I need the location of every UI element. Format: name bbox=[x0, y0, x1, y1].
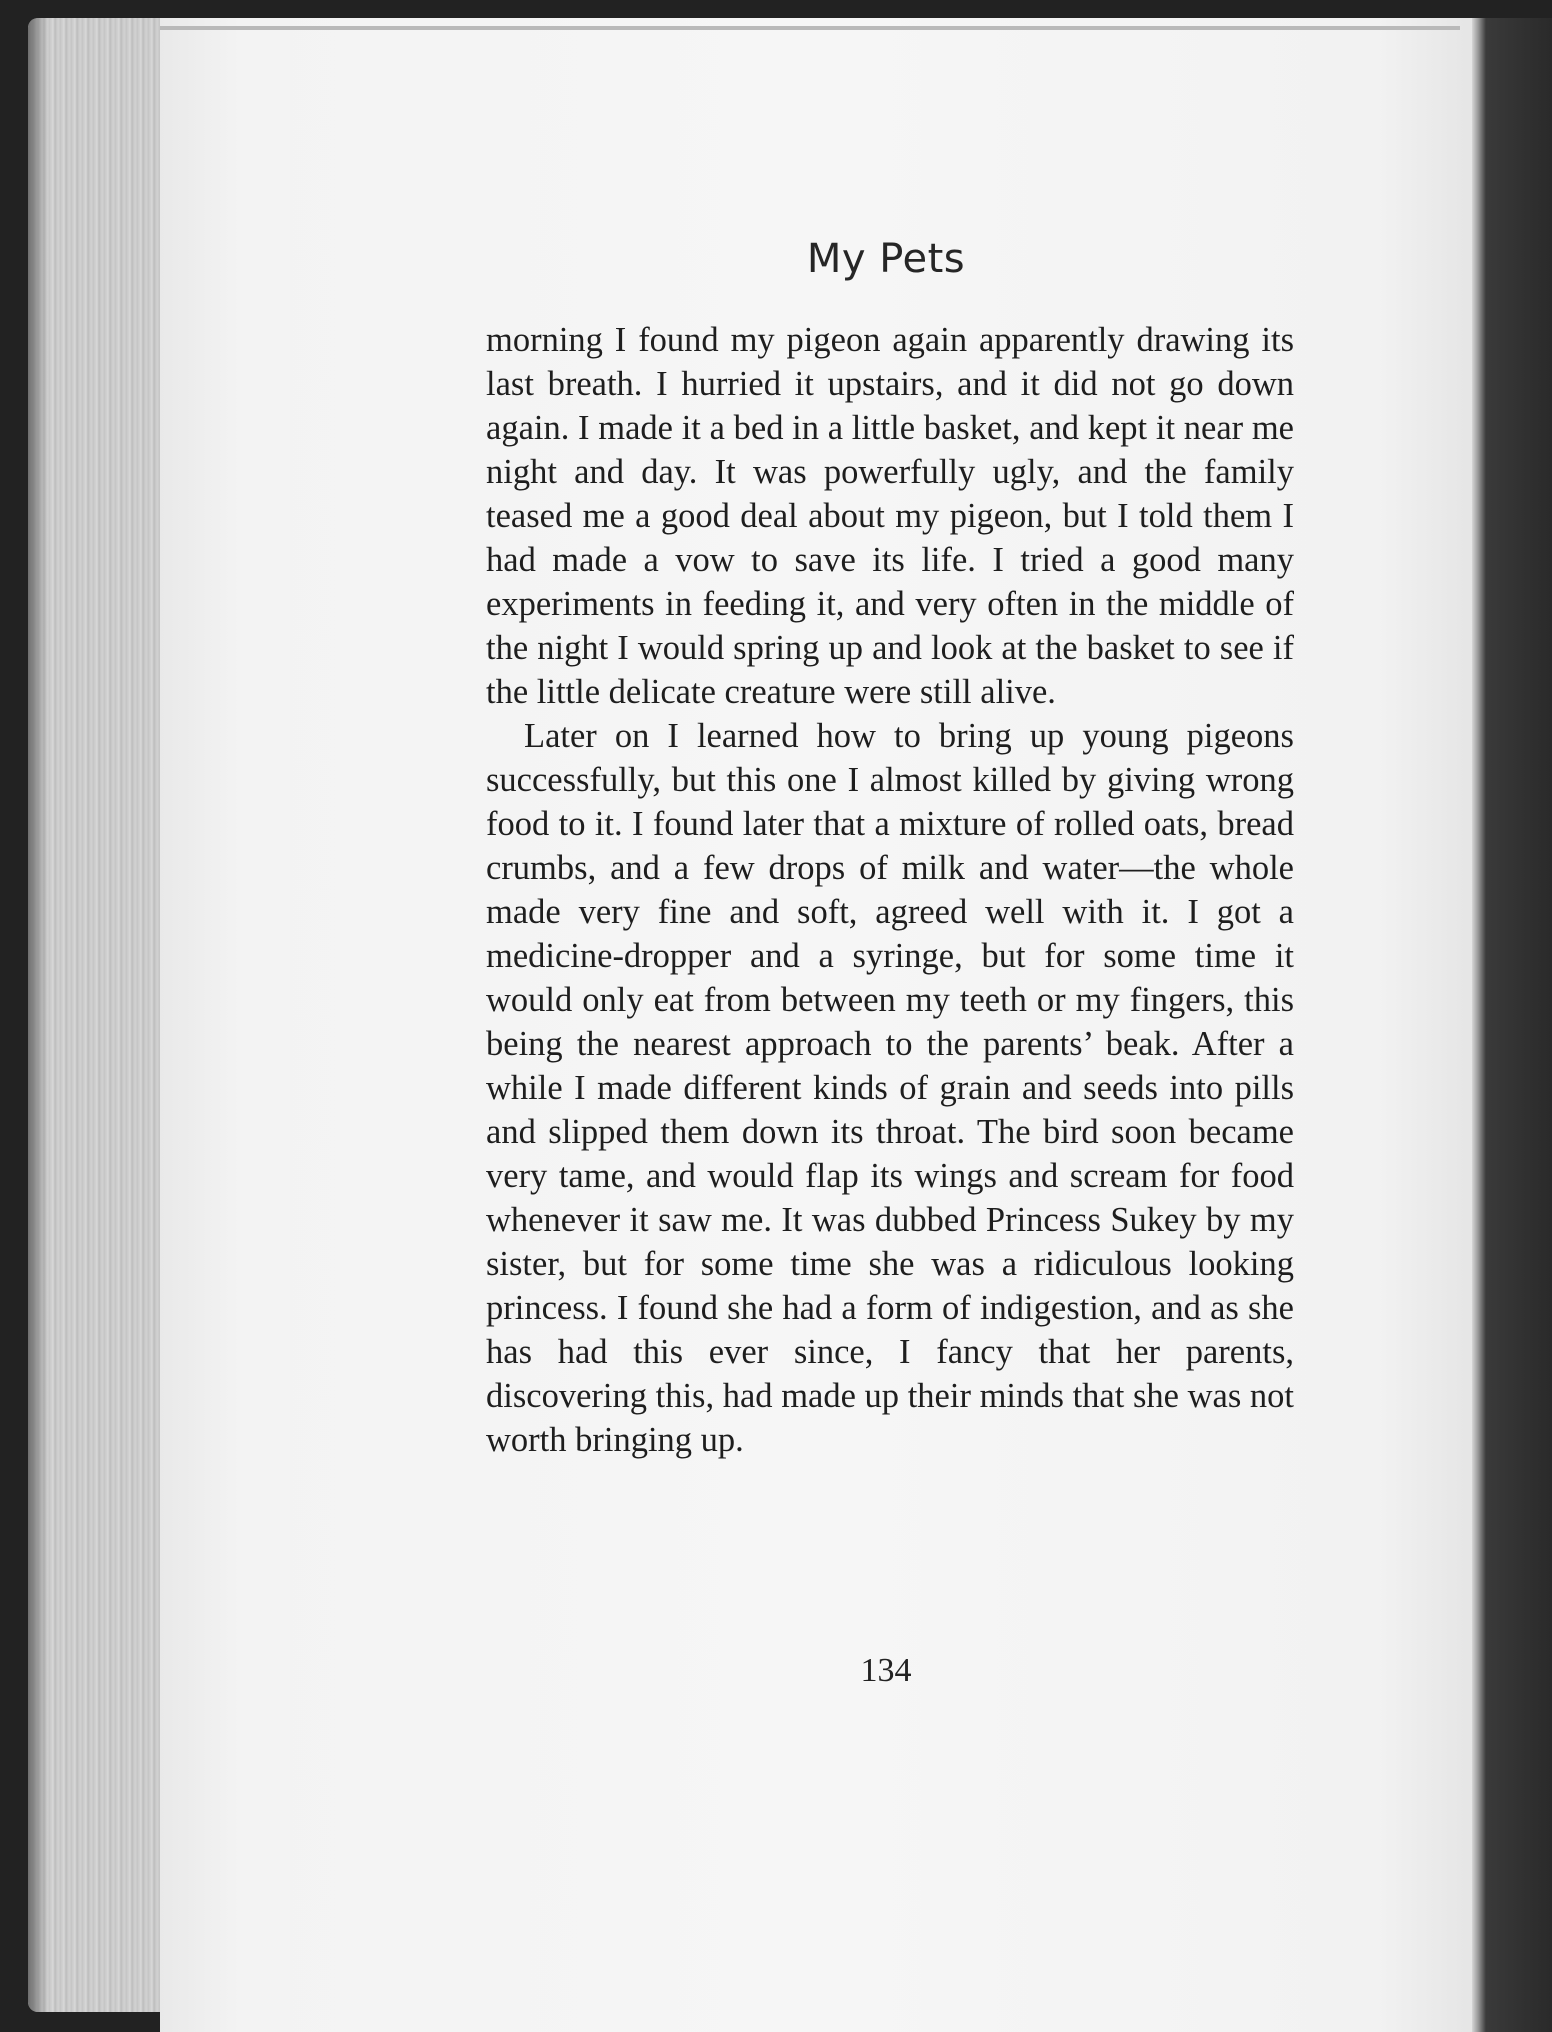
paragraph-1: morning I found my pigeon again apparently drawing its last breath. I hurried it upstairs, and it did not go down again. I made it a bed in a little basket, and kept it near me night and day. It was powerfully ugly, and the family teased me a good deal about my pigeon, but I told them I had made a vow to save its life. I tried a good many experiments in feeding it, and very often in the middle of the night I would spring up and look at the basket to see if the little delicate creature were still alive. bbox=[486, 321, 1294, 711]
page-edges-shadow bbox=[28, 18, 48, 2012]
running-head: My Pets bbox=[806, 236, 966, 282]
top-edge-rule bbox=[160, 26, 1460, 30]
page-edges-stack bbox=[28, 18, 178, 2012]
right-gutter bbox=[1472, 18, 1552, 2032]
page-number: 134 bbox=[860, 1652, 912, 1689]
paragraph-2: Later on I learned how to bring up young pigeons successfully, but this one I almost killed by giving wrong food to it. I found later that a mixture of rolled oats, bread crumbs, and a few drops of milk and water—the whole made very fine and soft, agreed well with it. I got a medicine-dropper and a syringe, but for some time it would only eat from between my teeth or my fingers, this being the nearest approach to the parents’ beak. After a while I made different kinds of grain and seeds into pills and slipped them down its throat. The bird soon became very tame, and would flap its wings and scream for food whenever it saw me. It was dubbed Princess Sukey by my sister, but for some time she was a ridiculous looking princess. I found she had a form of indigestion, and as she has had this ever since, I fancy that her parents, discovering this, had made up their minds that she was not worth bringing up. bbox=[486, 717, 1294, 1459]
body-text bbox=[486, 318, 1294, 1462]
